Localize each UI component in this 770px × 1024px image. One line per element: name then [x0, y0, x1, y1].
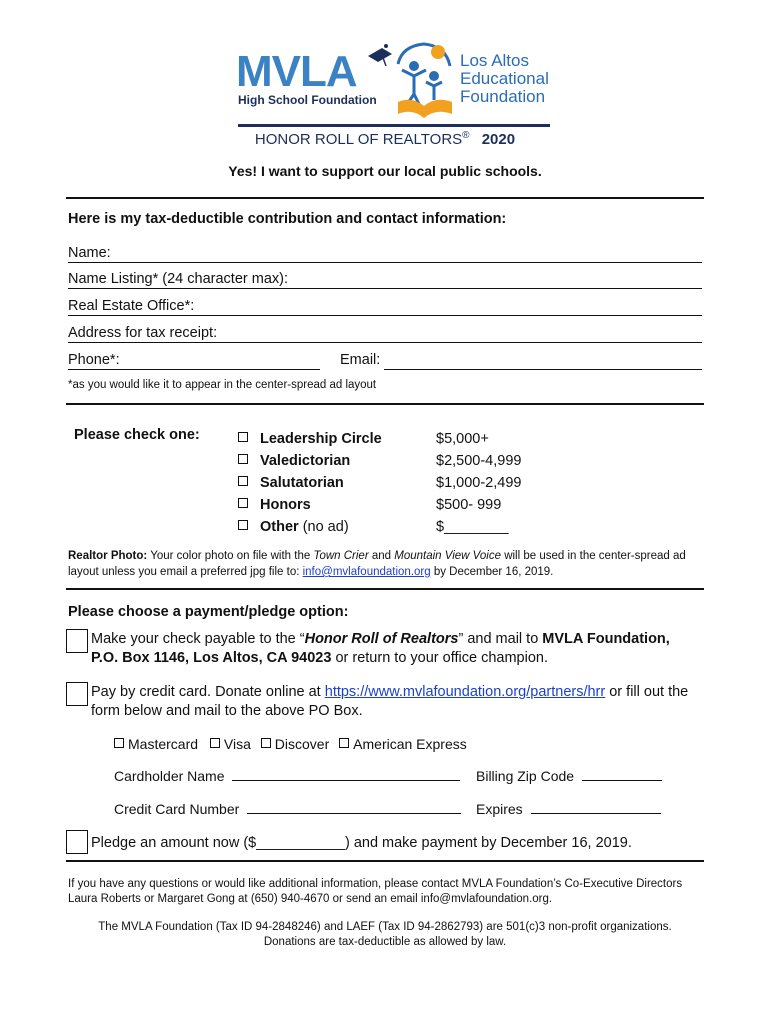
- checkbox-icon[interactable]: [238, 432, 248, 442]
- address-field[interactable]: [68, 323, 702, 343]
- amount-other[interactable]: $________: [436, 519, 509, 535]
- check-option-checkbox[interactable]: [66, 629, 88, 653]
- email-field[interactable]: [384, 369, 702, 370]
- mvla-logo: [236, 48, 396, 110]
- name-field[interactable]: [68, 243, 702, 263]
- laef-emblem-icon: [392, 40, 458, 120]
- phone-email-row: [68, 350, 702, 370]
- amount-valedictorian: $2,500-4,999: [436, 453, 522, 469]
- divider: [66, 197, 704, 199]
- check-option-text: Make your check payable to the “Honor Roll of Realtors” and mail to MVLA Foundation, P.O. Box 1146, Los Altos, CA 94023 or return to your office champion.: [91, 631, 670, 666]
- payment-heading: Please choose a payment/pledge option:: [68, 604, 349, 620]
- level-leadership-circle[interactable]: Leadership Circle: [238, 428, 382, 450]
- card-amex[interactable]: American Express: [339, 736, 467, 752]
- office-field[interactable]: [68, 296, 702, 316]
- card-number-field[interactable]: [247, 801, 461, 814]
- card-type-row: [114, 736, 467, 752]
- level-amounts: [436, 428, 521, 538]
- checkbox-icon[interactable]: [238, 498, 248, 508]
- cardholder-field[interactable]: [232, 768, 460, 781]
- page-title: [0, 130, 770, 148]
- name-listing-field[interactable]: [68, 269, 702, 289]
- card-number-label: Credit Card Number: [114, 801, 240, 817]
- laef-line-2: Educational: [460, 69, 549, 88]
- name-label: Name:: [68, 245, 111, 261]
- pledge-option-text: Pledge an amount now ($___________) and make payment by December 16, 2019.: [91, 835, 632, 851]
- contact-note: If you have any questions or would like additional information, please contact MVLA Foundation’s Co-Executive Directors Laura Roberts or Margaret Gong at (650) 940-4670 or send an email info@mvlafoundation.org.: [68, 878, 683, 905]
- level-options: [238, 428, 382, 538]
- address-label: Address for tax receipt:: [68, 325, 218, 341]
- amount-honors: $500- 999: [436, 497, 502, 513]
- level-valedictorian[interactable]: Valedictorian: [238, 450, 382, 472]
- donate-online-link[interactable]: https://www.mvlafoundation.org/partners/hrr: [324, 684, 606, 700]
- realtor-photo-note: Realtor Photo: Your color photo on file with the Town Crier and Mountain View Voice will be used in the center-spread ad layout unless you email a preferred jpg file to: info@mvlafoundation.org by December 16, 2019.: [68, 550, 686, 578]
- checkbox-icon: [261, 738, 271, 748]
- tax-note-1: The MVLA Foundation (Tax ID 94-2848246) and LAEF (Tax ID 94-2862793) are 501(c)3 non-profit organizations.: [98, 921, 672, 933]
- level-other[interactable]: Other (no ad): [238, 516, 382, 538]
- layout-footnote: *as you would like it to appear in the center-spread ad layout: [68, 379, 377, 391]
- mvla-wordmark: MVLA: [236, 47, 357, 96]
- level-honors[interactable]: Honors: [238, 494, 382, 516]
- laef-wordmark: [460, 52, 549, 106]
- divider: [66, 588, 704, 590]
- title-year: 2020: [481, 131, 516, 148]
- card-visa[interactable]: Visa: [210, 736, 251, 752]
- checkbox-icon[interactable]: [238, 476, 248, 486]
- phone-label: Phone*:: [68, 352, 120, 368]
- expires-field[interactable]: [531, 801, 661, 814]
- divider: [66, 403, 704, 405]
- check-one-prompt: Please check one:: [74, 427, 200, 443]
- credit-option-text: Pay by credit card. Donate online at https://www.mvlafoundation.org/partners/hrr or fill out the form below and mail to the above PO Box.: [91, 684, 689, 719]
- checkbox-icon: [114, 738, 124, 748]
- contribution-heading: Here is my tax-deductible contribution and contact information:: [68, 211, 507, 227]
- credit-option-checkbox[interactable]: [66, 682, 88, 706]
- registered-mark: ®: [462, 130, 470, 141]
- card-mastercard[interactable]: Mastercard: [114, 736, 198, 752]
- laef-line-3: Foundation: [460, 87, 546, 106]
- email-label: Email:: [340, 352, 381, 368]
- cardholder-label: Cardholder Name: [114, 768, 225, 784]
- checkbox-icon: [339, 738, 349, 748]
- level-salutatorian[interactable]: Salutatorian: [238, 472, 382, 494]
- checkbox-icon[interactable]: [238, 520, 248, 530]
- tax-note-2: Donations are tax-deductible as allowed by law.: [263, 936, 507, 948]
- divider: [66, 860, 704, 862]
- office-label: Real Estate Office*:: [68, 298, 195, 314]
- photo-email-link[interactable]: info@mvlafoundation.org: [302, 566, 431, 578]
- laef-line-1: Los Altos: [460, 51, 529, 70]
- zip-row: [476, 768, 662, 784]
- amount-salutatorian: $1,000-2,499: [436, 475, 522, 491]
- mvla-subtitle: High School Foundation: [238, 93, 377, 107]
- card-discover[interactable]: Discover: [261, 736, 329, 752]
- tagline: Yes! I want to support our local public schools.: [228, 163, 542, 179]
- title-text: HONOR ROLL OF REALTORS: [254, 131, 463, 148]
- card-number-row: [114, 801, 461, 817]
- name-listing-label: Name Listing* (24 character max):: [68, 271, 288, 287]
- cardholder-row: [114, 768, 460, 784]
- graduation-cap-icon: [364, 42, 394, 68]
- expires-label: Expires: [476, 801, 523, 817]
- header-rule: [238, 124, 550, 127]
- amount-leadership-circle: $5,000+: [436, 431, 489, 447]
- zip-field[interactable]: [582, 768, 662, 781]
- phone-field[interactable]: [68, 369, 320, 370]
- checkbox-icon: [210, 738, 220, 748]
- expires-row: [476, 801, 661, 817]
- pledge-option-checkbox[interactable]: [66, 830, 88, 854]
- zip-label: Billing Zip Code: [476, 768, 575, 784]
- checkbox-icon[interactable]: [238, 454, 248, 464]
